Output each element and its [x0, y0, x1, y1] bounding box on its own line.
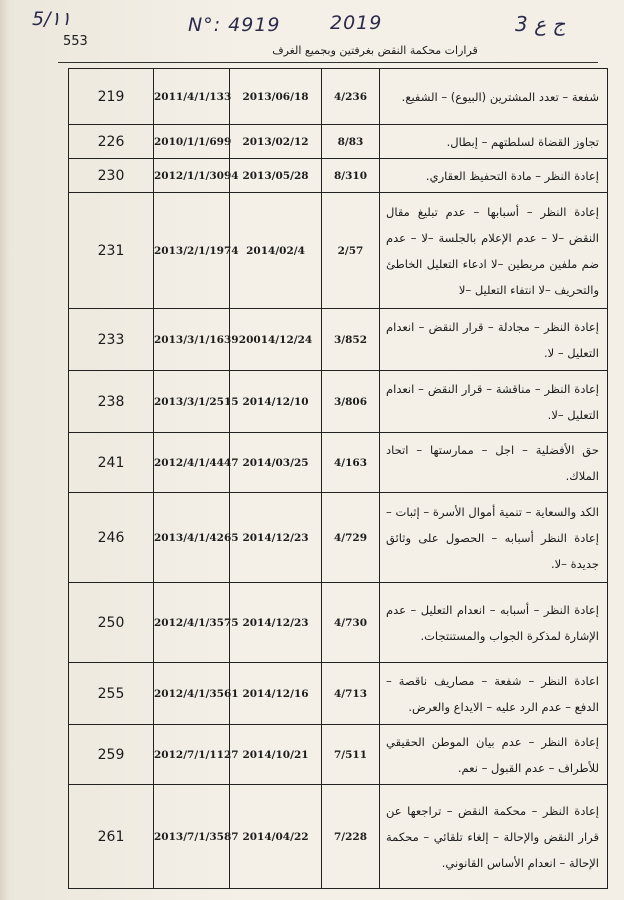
file-number-cell: 2013/3/1/2515 [154, 371, 230, 433]
table-row [69, 725, 608, 785]
file-number-cell: 2012/4/1/4447 [154, 433, 230, 493]
table-row [69, 159, 608, 193]
decision-number-cell: 4/713 [322, 663, 380, 725]
decision-number-cell: 3/852 [322, 309, 380, 371]
page-cell: 261 [69, 785, 154, 889]
page-cell: 226 [69, 125, 154, 159]
handwritten-code: 3 ج ع [515, 12, 566, 36]
decision-number-cell: 4/236 [322, 69, 380, 125]
handwritten-year: 2019 [330, 12, 383, 34]
decision-date-cell: 2014/03/25 [230, 433, 322, 493]
decision-date-cell: 2014/12/10 [230, 371, 322, 433]
file-number-cell: 2012/4/1/3561 [154, 663, 230, 725]
handwritten-number: N°: 4919 [188, 14, 281, 36]
subject-cell: اعادة النظر – شفعة – مصاريف ناقصة – الدفع – عدم الرد عليه – الايداع والعرض. [380, 663, 608, 725]
subject-cell: إعادة النظر – عدم بيان الموطن الحقيقي للأطراف – عدم القبول – نعم. [380, 725, 608, 785]
subject-cell: إعادة النظر – مادة التحفيظ العقاري. [380, 159, 608, 193]
decision-number-cell: 4/163 [322, 433, 380, 493]
table-row [69, 663, 608, 725]
decision-number-cell: 8/310 [322, 159, 380, 193]
subject-cell: تجاوز القضاة لسلطتهم – إبطال. [380, 125, 608, 159]
subject-cell: إعادة النظر – أسبابها – عدم تبليغ مقال النقض –لا – عدم الإعلام بالجلسة –لا – عدم ضم ملفين مربطين –لا ادعاء التعليل الخاطئ والتحريف –لا انتفاء التعليل –لا [380, 193, 608, 309]
table-row [69, 785, 608, 889]
page-cell: 231 [69, 193, 154, 309]
file-number-cell: 2010/1/1/699 [154, 125, 230, 159]
file-number-cell: 2013/2/1/1974 [154, 193, 230, 309]
decisions-index-table [68, 68, 608, 889]
decision-number-cell: 2/57 [322, 193, 380, 309]
decision-date-cell: 2013/05/28 [230, 159, 322, 193]
page-cell: 230 [69, 159, 154, 193]
decision-date-cell: 2013/06/18 [230, 69, 322, 125]
subject-cell: إعادة النظر – محكمة النقض – تراجعها عن قرار النقض والإحالة – إلغاء تلقائي – محكمة الإحالة – انعدام الأساس القانوني. [380, 785, 608, 889]
decision-date-cell: 2014/04/22 [230, 785, 322, 889]
decision-number-cell: 4/729 [322, 493, 380, 583]
table-row [69, 371, 608, 433]
subject-cell: إعادة النظر – مجادلة – قرار النقض – انعدام التعليل – لا. [380, 309, 608, 371]
subject-cell: الكد والسعاية – تنمية أموال الأسرة – إثبات – إعادة النظر أسبابه – الحصول على وثائق جديدة –لا. [380, 493, 608, 583]
subject-cell: حق الأفضلية – اجل – ممارستها – اتحاد الملاك. [380, 433, 608, 493]
page-cell: 246 [69, 493, 154, 583]
file-number-cell: 2012/4/1/3575 [154, 583, 230, 663]
table-row [69, 583, 608, 663]
subject-cell: شفعة – تعدد المشترين (البيوع) – الشفيع. [380, 69, 608, 125]
decision-number-cell: 7/228 [322, 785, 380, 889]
table-row [69, 309, 608, 371]
decision-date-cell: 2013/02/12 [230, 125, 322, 159]
header-rule [58, 62, 598, 63]
file-number-cell: 2011/4/1/133 [154, 69, 230, 125]
page-cell: 238 [69, 371, 154, 433]
page-cell: 241 [69, 433, 154, 493]
page-number: 553 [63, 34, 88, 49]
table-row [69, 125, 608, 159]
table-row [69, 193, 608, 309]
decision-date-cell: 2014/10/21 [230, 725, 322, 785]
decision-date-cell: 2014/02/4 [230, 193, 322, 309]
page-cell: 259 [69, 725, 154, 785]
subject-cell: إعادة النظر – مناقشة – قرار النقض – انعدام التعليل –لا. [380, 371, 608, 433]
running-header: قرارات محكمة النقض بغرفتين وبجميع الغرف [272, 44, 478, 57]
file-number-cell: 2013/3/1/1639 [154, 309, 230, 371]
table-row [69, 69, 608, 125]
decision-number-cell: 4/730 [322, 583, 380, 663]
decision-date-cell: 2014/12/16 [230, 663, 322, 725]
handwritten-page-ref: 5/۱۱ [32, 8, 71, 30]
file-number-cell: 2013/4/1/4265 [154, 493, 230, 583]
decision-date-cell: 2014/12/23 [230, 493, 322, 583]
table-row [69, 493, 608, 583]
page-cell: 219 [69, 69, 154, 125]
file-number-cell: 2012/1/1/3094 [154, 159, 230, 193]
page-edge-shadow [0, 0, 10, 900]
decision-date-cell: 20014/12/24 [230, 309, 322, 371]
table-row [69, 433, 608, 493]
file-number-cell: 2013/7/1/3587 [154, 785, 230, 889]
decision-date-cell: 2014/12/23 [230, 583, 322, 663]
decision-number-cell: 8/83 [322, 125, 380, 159]
subject-cell: إعادة النظر – أسبابه – انعدام التعليل – عدم الإشارة لمذكرة الجواب والمستنتجات. [380, 583, 608, 663]
page-cell: 233 [69, 309, 154, 371]
page-cell: 255 [69, 663, 154, 725]
page-cell: 250 [69, 583, 154, 663]
decision-number-cell: 7/511 [322, 725, 380, 785]
file-number-cell: 2012/7/1/1127 [154, 725, 230, 785]
decision-number-cell: 3/806 [322, 371, 380, 433]
